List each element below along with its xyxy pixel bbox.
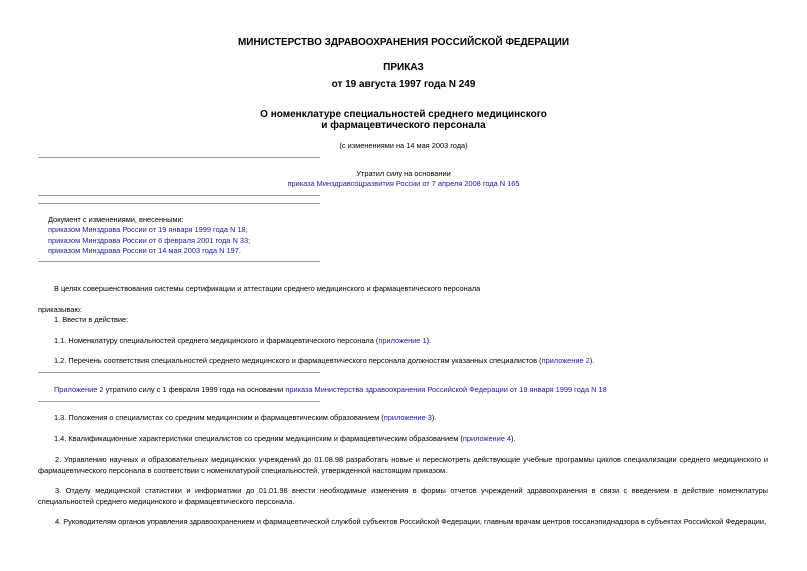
paragraph-1-1 [54, 336, 431, 346]
divider [38, 261, 320, 262]
divider [38, 195, 320, 196]
note-text: утратило силу с 1 февраля 1999 года на основании [103, 385, 286, 394]
paragraph-1-4-text: 1.4. Квалификационные характеристики специалистов со средним медицинским и фармацевтическим образованием ( [54, 434, 463, 443]
paragraph-1-3-text: 1.3. Положения о специалистах со средним медицинским и фармацевтическим образованием ( [54, 413, 384, 422]
title-line-1: О номенклатуре специальностей среднего медицинского [260, 109, 547, 120]
divider [38, 203, 320, 204]
paragraph-1-2-end: ). [589, 356, 595, 365]
order-word: приказываю: [38, 305, 82, 314]
paragraph-3: 3. Отделу медицинской статистики и информатики до 01.01.98 внести необходимые изменения в формы отчетов учреждений здравоохранения в связи с введением в действие номенклатуры специальностей среднего медицинского и фармацевтического персонала. [38, 486, 768, 506]
amendments-intro: Документ с изменениями, внесенными: [48, 215, 184, 224]
ministry-heading: МИНИСТЕРСТВО ЗДРАВООХРАНЕНИЯ РОССИЙСКОЙ ФЕДЕРАЦИИ [237, 37, 570, 48]
amendment-link-1[interactable]: приказом Минздрава России от 19 января 1999 года N 18; [48, 225, 248, 234]
divider [38, 157, 320, 158]
paragraph-1-4 [54, 434, 516, 444]
paragraph-1-3 [54, 413, 436, 423]
amended-note: (с изменениями на 14 мая 2003 года) [339, 141, 468, 150]
invalid-notice-link[interactable]: приказа Минздравсоцразвития России от 7 апреля 2008 года N 165 [287, 179, 520, 188]
invalid-notice-text: Утратил силу на основании [356, 169, 451, 178]
appendix-3-link[interactable]: приложение 3 [383, 413, 432, 422]
paragraph-1-1-text: 1.1. Номенклатуру специальностей среднего медицинского и фармацевтического персонала ( [54, 336, 379, 345]
paragraph-4: 4. Руководителям органов управления здравоохранением и фармацевтической службой субъектов Российской Федерации, главным врачам центров госсанэпиднадзора в субъектах Российской Федерации, [55, 517, 767, 526]
appendix-1-link[interactable]: приложение 1 [378, 336, 427, 345]
note-order-link[interactable]: приказа Министерства здравоохранения Российской Федерации от 19 января 1999 года N 18 [285, 385, 607, 394]
appendix-2-note [54, 385, 607, 395]
paragraph-1-2 [54, 356, 594, 366]
paragraph-1-3-end: ). [431, 413, 437, 422]
amendment-link-3[interactable]: приказом Минздрава России от 14 мая 2003 года N 197. [48, 246, 241, 255]
title-line-2: и фармацевтического персонала [321, 120, 486, 131]
appendix-2-link[interactable]: приложение 2 [541, 356, 590, 365]
paragraph-1-2-text: 1.2. Перечень соответствия специальностей среднего медицинского и фармацевтического персонала должностям указанных специалистов ( [54, 356, 542, 365]
divider [38, 372, 320, 373]
divider [38, 401, 320, 402]
paragraph-1-1-end: ). [426, 336, 432, 345]
purpose-paragraph: В целях совершенствования системы сертификации и аттестации среднего медицинского и фармацевтического персонала [54, 284, 481, 293]
paragraph-2: 2. Управлению научных и образовательных медицинских учреждений до 01.08.98 разработать новые и пересмотреть действующие учебные программы циклов специализации среднего медицинского и фармацевтического персонала в соответствии с номенклатурой специальностей, утвержденной настоящим приказом. [38, 455, 768, 475]
appendix-4-link[interactable]: приложение 4 [462, 434, 512, 443]
paragraph-1-4-end: ). [511, 434, 516, 443]
date-heading: от 19 августа 1997 года N 249 [331, 79, 476, 90]
paragraph-1: 1. Ввести в действие: [54, 315, 129, 324]
note-appendix-2-link[interactable]: Приложение 2 [54, 385, 104, 394]
amendment-link-2[interactable]: приказом Минздрава России от 6 февраля 2001 года N 33; [48, 236, 251, 245]
doc-type-heading: ПРИКАЗ [383, 62, 424, 73]
